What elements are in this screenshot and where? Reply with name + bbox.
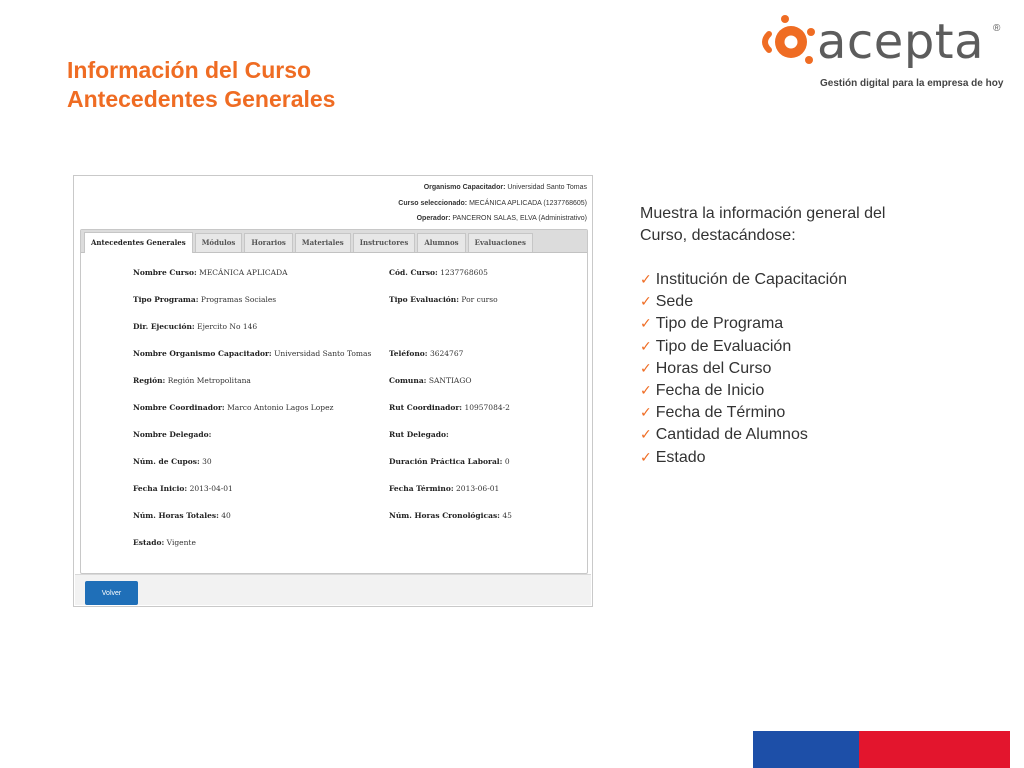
tab-evaluaciones[interactable]: Evaluaciones [468,233,533,252]
field-label: Teléfono: [389,349,428,358]
field-value: 1237768605 [440,268,488,277]
screenshot-footer [75,574,591,605]
field-nombre-delegado [133,430,211,439]
feature-checklist [640,269,920,469]
field-region [133,376,251,385]
field-value: Ejercito No 146 [197,322,258,331]
field-label: Duración Práctica Laboral: [389,457,503,466]
checklist-item [640,269,920,291]
acepta-logo [755,10,1015,92]
field-label: Nombre Delegado: [133,430,212,439]
check-icon: ✓ [640,405,652,422]
context-label: Organismo Capacitador: [423,184,506,191]
field-rut-delegado [389,430,449,439]
field-dir-ejecucion [133,322,257,331]
field-value: Marco Antonio Lagos Lopez [227,403,334,412]
field-value: 40 [221,511,231,520]
context-value: Universidad Santo Tomas [507,184,587,191]
checklist-item [640,424,920,446]
volver-button[interactable]: Volver [85,581,138,605]
field-tipo-evaluacion [389,295,498,304]
registered-mark: ® [993,23,1001,34]
field-fecha-inicio [133,484,233,493]
field-comuna [389,376,471,385]
tab-horarios[interactable]: Horarios [244,233,292,252]
field-label: Núm. de Cupos: [133,457,200,466]
field-value: SANTIAGO [428,376,472,385]
check-icon: ✓ [640,338,652,355]
checklist-item-label: Estado [655,448,706,466]
checklist-item-label: Tipo de Programa [655,315,784,333]
context-value: MECÁNICA APLICADA (1237768605) [469,199,587,207]
field-label: Nombre Coordinador: [133,403,225,412]
check-icon: ✓ [640,383,652,400]
field-label: Núm. Horas Cronológicas: [389,511,500,520]
field-label: Estado: [133,538,165,547]
field-label: Cód. Curso: [389,268,438,277]
field-duracion-practica [389,457,510,466]
checklist-item-label: Fecha de Inicio [655,382,765,400]
field-tipo-programa [133,295,276,304]
field-label: Fecha Inicio: [133,484,188,493]
context-line [398,196,587,212]
check-icon: ✓ [640,427,652,444]
field-organismo-capacitador [133,349,371,358]
flag-blue-bar [753,731,859,768]
check-icon: ✓ [640,360,652,377]
context-line [398,211,587,227]
checklist-item [640,336,920,358]
field-telefono [389,349,463,358]
tab-alumnos[interactable]: Alumnos [417,233,465,252]
check-icon: ✓ [640,449,652,466]
tab-antecedentes-generales[interactable]: Antecedentes Generales [84,232,193,253]
context-value: PANCERON SALAS, ELVA (Administrativo) [452,215,587,222]
field-label: Dir. Ejecución: [133,322,195,331]
check-icon: ✓ [640,272,652,288]
checklist-item [640,291,920,313]
field-rut-coordinador [389,403,510,412]
field-label: Nombre Curso: [133,268,197,277]
check-icon: ✓ [640,316,652,333]
tab-modulos[interactable]: Módulos [195,233,243,252]
checklist-item-label: Cantidad de Alumnos [655,426,808,444]
tab-instructores[interactable]: Instructores [353,233,416,252]
field-value: 0 [504,457,510,466]
flag-red-bar [859,731,1010,768]
course-context-info [398,180,587,227]
course-info-screenshot [73,175,593,607]
checklist-item [640,313,920,335]
acepta-logo-wordmark: acepta [817,14,985,70]
field-value: 45 [502,511,512,520]
checklist-item [640,447,920,469]
tab-materiales[interactable]: Materiales [295,233,351,252]
field-label: Rut Coordinador: [389,403,463,412]
field-value: Región Metropolitana [167,376,251,385]
context-line [398,180,587,196]
slide-title-line-2: Antecedentes Generales [67,86,336,112]
checklist-item-label: Institución de Capacitación [655,271,847,288]
slide-title-line-1: Información del Curso [67,57,312,83]
checklist-item-label: Tipo de Evaluación [655,337,792,355]
field-label: Región: [133,376,166,385]
context-label: Curso seleccionado: [398,199,468,207]
field-value: 2013-04-01 [189,484,233,493]
field-num-cupos [133,457,212,466]
context-label: Operador: [416,215,451,222]
slide-title [67,56,335,114]
field-value: 2013-06-01 [456,484,500,493]
field-label: Rut Delegado: [389,430,449,439]
field-value: 10957084-2 [464,403,510,412]
field-label: Tipo Evaluación: [389,295,460,304]
logo-tagline: Gestión digital para la empresa de hoy [820,78,1004,89]
field-horas-cronologicas [389,511,512,520]
checklist-item [640,358,920,380]
course-tabs [81,230,587,253]
course-details-panel [80,229,588,574]
description-intro: Muestra la información general del Curso, destacándose: [640,205,886,244]
checklist-item-label: Fecha de Término [655,404,786,422]
field-label: Nombre Organismo Capacitador: [133,349,272,358]
field-label: Núm. Horas Totales: [133,511,219,520]
field-value: 3624767 [429,349,464,358]
field-value: Vigente [166,538,196,547]
field-value: Por curso [461,295,498,304]
checklist-item-label: Sede [655,293,694,311]
field-fecha-termino [389,484,499,493]
field-label: Comuna: [389,376,427,385]
field-estado [133,538,196,547]
field-nombre-curso [133,268,288,277]
checklist-item-label: Horas del Curso [655,359,772,377]
checklist-item [640,402,920,424]
checklist-item [640,380,920,402]
acepta-logo-mark-icon [755,12,817,74]
field-label: Fecha Término: [389,484,454,493]
field-value: Programas Sociales [200,295,277,304]
field-cod-curso [389,268,488,277]
field-label: Tipo Programa: [133,295,199,304]
description-panel [640,203,920,469]
field-horas-totales [133,511,231,520]
field-nombre-coordinador [133,403,334,412]
check-icon: ✓ [640,294,652,311]
field-value: MECÁNICA APLICADA [199,268,288,277]
field-value: Universidad Santo Tomas [274,349,372,358]
field-value: 30 [202,457,212,466]
